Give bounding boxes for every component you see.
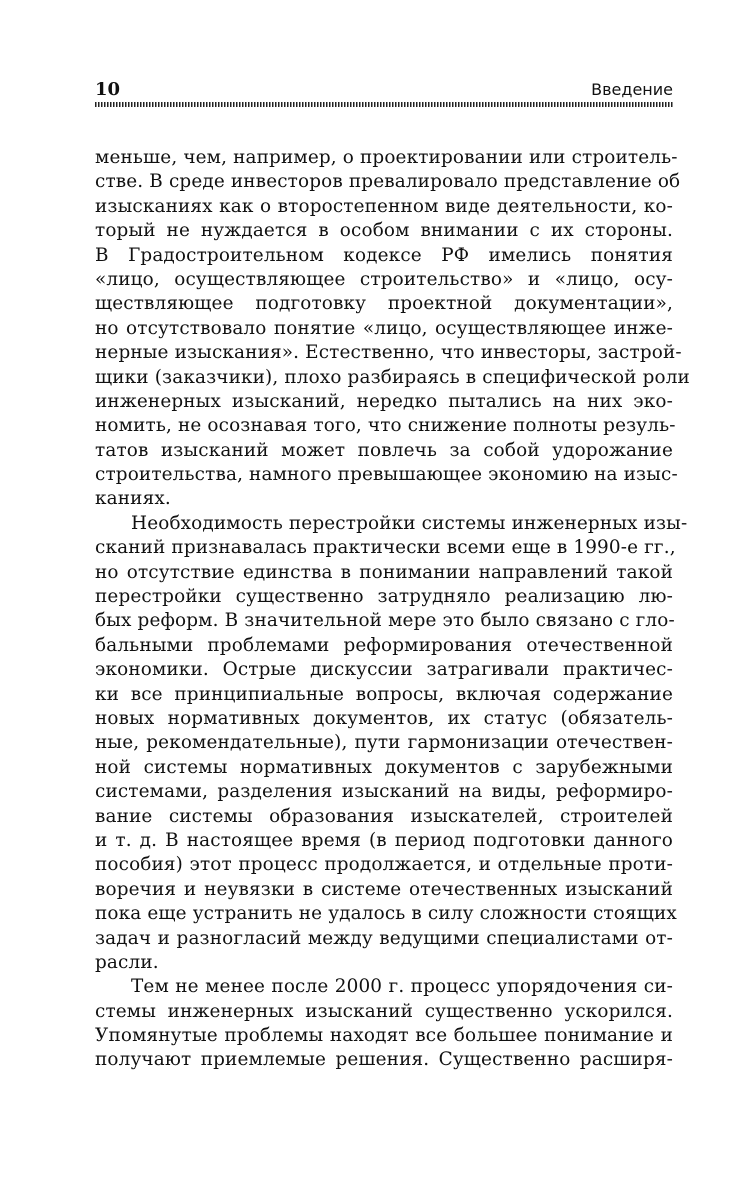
text-line: пособия) этот процесс продолжается, и отдельные проти-: [95, 854, 673, 876]
text-line: каниях.: [95, 488, 171, 510]
text-line: получают приемлемые решения. Существенно расширя-: [95, 1049, 673, 1071]
text-line: и т. д. В настоящее время (в период подготовки данного: [95, 829, 673, 851]
text-line: экономики. Острые дискуссии затрагивали практичес-: [95, 659, 673, 681]
text-line: Упомянутые проблемы находят все большее понимание и: [95, 1025, 673, 1047]
text-line: ки все принципиальные вопросы, включая содержание: [95, 683, 673, 705]
text-line: ществляющее подготовку проектной документации»,: [95, 293, 673, 315]
text-line: задач и разногласий между ведущими специалистами от-: [95, 927, 673, 949]
text-line: строительства, намного превышающее экономию на изыс-: [95, 464, 678, 486]
text-line: номить, не осознавая того, что снижение полноты резуль-: [95, 415, 676, 437]
text-line: воречия и неувязки в системе отечественных изысканий: [95, 878, 673, 900]
text-line: но отсутствовало понятие «лицо, осуществляющее инже-: [95, 317, 673, 339]
text-line: «лицо, осуществляющее строительство» и «лицо, осу-: [95, 268, 673, 290]
text-line: стве. В среде инвесторов превалировало представление об: [95, 171, 681, 193]
text-line: торый не нуждается в особом внимании с их стороны.: [95, 220, 673, 242]
text-line: новых нормативных документов, их статус (обязатель-: [95, 707, 673, 729]
text-line: татов изысканий может повлечь за собой удорожание: [95, 439, 673, 461]
chapter-title: Введение: [591, 80, 673, 99]
text-line: В Градостроительном кодексе РФ имелись понятия: [95, 244, 673, 266]
text-line: системами, разделения изысканий на виды, реформиро-: [95, 781, 673, 803]
text-line: но отсутствие единства в понимании направлений такой: [95, 561, 673, 583]
text-line: Тем не менее после 2000 г. процесс упорядочения си-: [131, 976, 673, 998]
text-line: меньше, чем, например, о проектировании или строитель-: [95, 147, 678, 168]
text-line: сканий признавалась практически всеми еще в 1990-е гг.,: [95, 537, 676, 559]
text-line: бальными проблемами реформирования отечественной: [95, 634, 673, 656]
text-line: ной системы нормативных документов с зарубежными: [95, 756, 673, 778]
text-line: нерные изыскания». Естественно, что инвесторы, застрой-: [95, 342, 682, 364]
text-line: ные, рекомендательные), пути гармонизации отечествен-: [95, 732, 673, 754]
header-dotted-rule: [95, 102, 673, 107]
text-line: бых реформ. В значительной мере это было связано с гло-: [95, 610, 675, 632]
text-line: перестройки существенно затрудняло реализацию лю-: [95, 586, 673, 608]
text-line: стемы инженерных изысканий существенно ускорился.: [95, 1000, 673, 1022]
text-line: изысканиях как о второстепенном виде деятельности, ко-: [95, 195, 673, 217]
text-line: щики (заказчики), плохо разбираясь в специфической роли: [95, 366, 690, 388]
text-line: пока еще устранить не удалось в силу сложности стоящих: [95, 903, 677, 925]
text-line: вание системы образования изыскателей, строителей: [95, 805, 673, 827]
text-line: расли.: [95, 951, 159, 973]
running-header: [95, 80, 673, 108]
text-line: инженерных изысканий, нередко пытались на них эко-: [95, 390, 673, 412]
page-number: 10: [95, 79, 121, 100]
body-text: [95, 146, 690, 1073]
text-line: Необходимость перестройки системы инженерных изы-: [131, 512, 688, 534]
